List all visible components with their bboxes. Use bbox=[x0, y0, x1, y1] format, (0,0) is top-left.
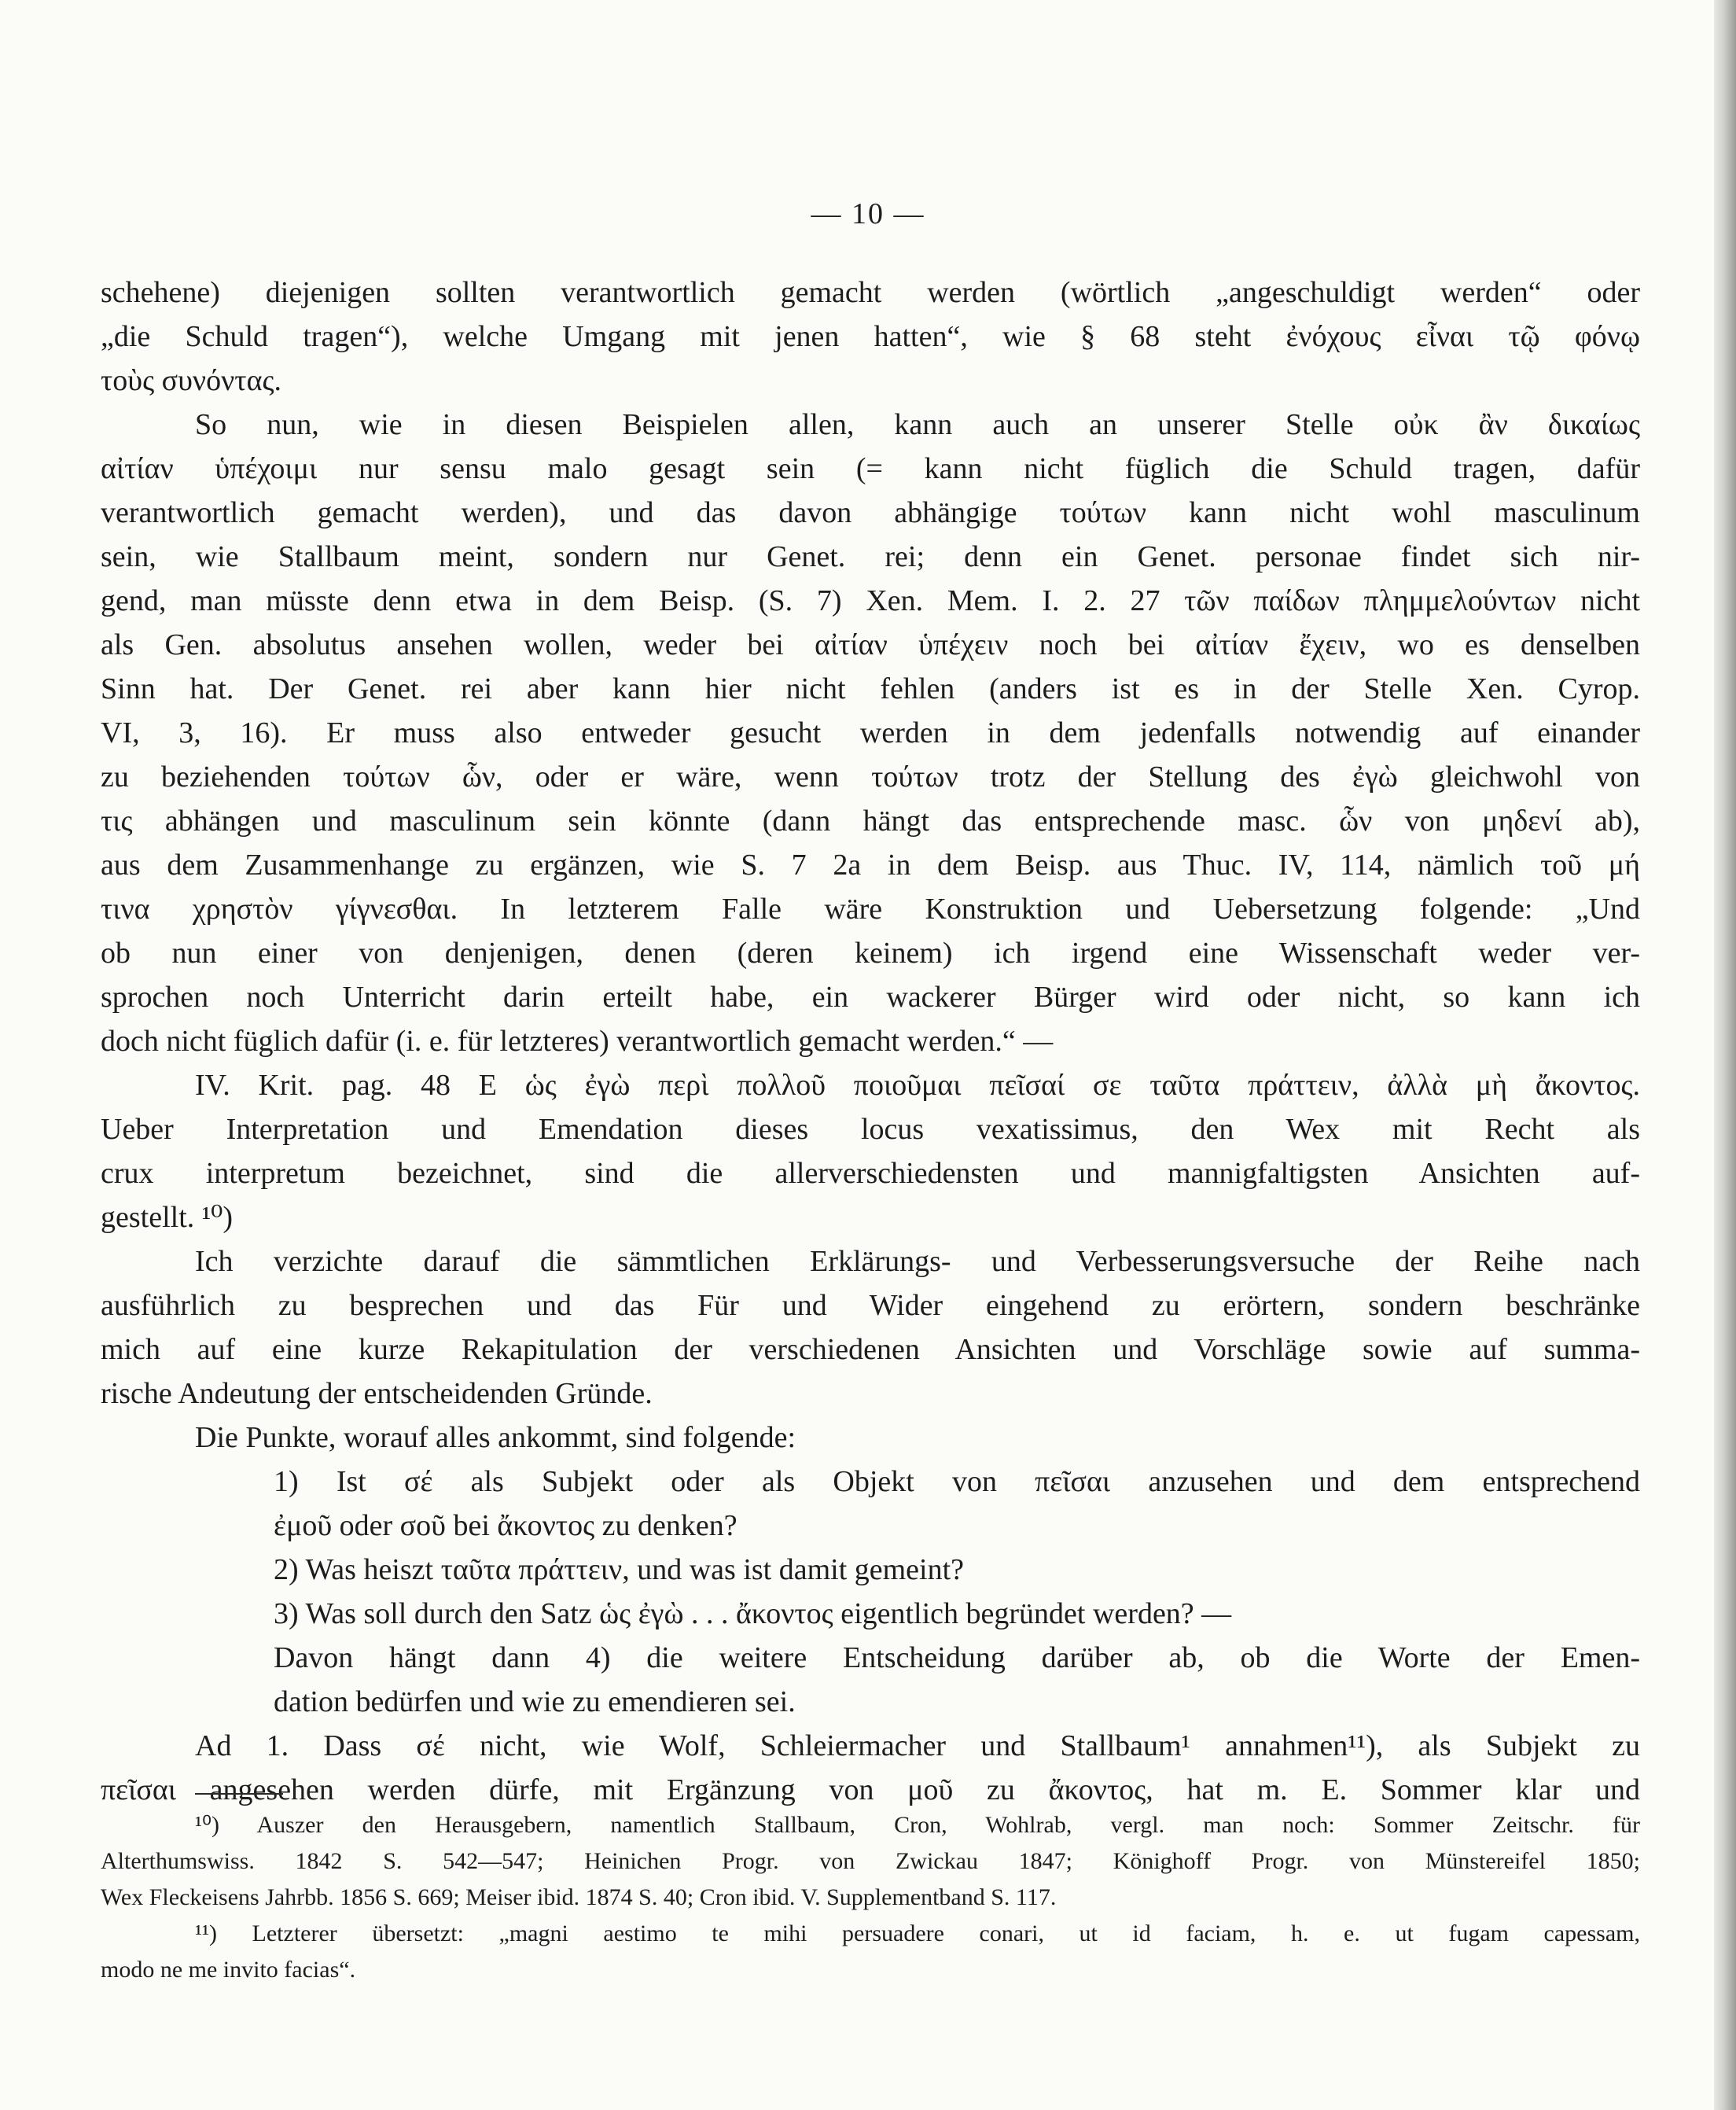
list-item-continuation: ἐμοῦ oder σοῦ bei ἄκοντος zu denken? bbox=[274, 1509, 737, 1542]
page-number: — 10 — bbox=[811, 197, 925, 230]
text-line: VI, 3, 16). Er muss also entweder gesucht werden in dem jedenfalls notwendig auf einander bbox=[101, 716, 1640, 749]
text-line: Ueber Interpretation und Emendation dieses locus vexatissimus, den Wex mit Recht als bbox=[101, 1113, 1640, 1146]
text-line: τινα χρηστὸν γίγνεσθαι. In letzterem Falle wäre Konstruktion und Uebersetzung folgende: „Und bbox=[101, 893, 1640, 926]
text-line: „die Schuld tragen“), welche Umgang mit jenen hatten“, wie § 68 steht ἐνόχους εἶναι τῷ φόνῳ bbox=[101, 320, 1640, 353]
text-line: gend, man müsste denn etwa in dem Beisp. (S. 7) Xen. Mem. I. 2. 27 τῶν παίδων πλημμελούντων nicht bbox=[101, 584, 1640, 617]
footnote-separator bbox=[195, 1793, 283, 1795]
text-line: ob nun einer von denjenigen, denen (deren keinem) ich irgend eine Wissenschaft weder ver- bbox=[101, 937, 1640, 970]
list-item: 3) Was soll durch den Satz ὡς ἐγὼ . . . ἄκοντος eigentlich begründet werden? — bbox=[274, 1597, 1232, 1630]
list-item: Davon hängt dann 4) die weitere Entscheidung darüber ab, ob die Worte der Emen- bbox=[274, 1641, 1640, 1674]
text-line: mich auf eine kurze Rekapitulation der verschiedenen Ansichten und Vorschläge sowie auf summa- bbox=[101, 1333, 1640, 1366]
list-item: 2) Was heiszt ταῦτα πράττειν, und was ist damit gemeint? bbox=[274, 1553, 965, 1586]
text-line: Sinn hat. Der Genet. rei aber kann hier nicht fehlen (anders ist es in der Stelle Xen. Cyrop. bbox=[101, 672, 1640, 705]
list-item-continuation: dation bedürfen und wie zu emendieren sei. bbox=[274, 1685, 796, 1718]
text-line: verantwortlich gemacht werden), und das davon abhängige τούτων kann nicht wohl masculinum bbox=[101, 496, 1640, 529]
text-line: rische Andeutung der entscheidenden Gründe. bbox=[101, 1377, 653, 1410]
list-item: 1) Ist σέ als Subjekt oder als Objekt von πεῖσαι anzusehen und dem entsprechend bbox=[274, 1465, 1640, 1498]
text-line: Die Punkte, worauf alles ankommt, sind folgende: bbox=[195, 1421, 796, 1454]
text-line: πεῖσαι angesehen werden dürfe, mit Ergänzung von μοῦ zu ἄκοντος, hat m. E. Sommer klar und bbox=[101, 1773, 1640, 1806]
text-line: Ich verzichte darauf die sämmtlichen Erklärungs- und Verbesserungsversuche der Reihe nach bbox=[195, 1245, 1640, 1278]
body-text bbox=[101, 271, 1640, 1812]
text-line: doch nicht füglich dafür (i. e. für letzteres) verantwortlich gemacht werden.“ — bbox=[101, 1025, 1054, 1058]
footnotes bbox=[101, 1807, 1640, 1988]
text-line: ausführlich zu besprechen und das Für und Wider eingehend zu erörtern, sondern beschränke bbox=[101, 1289, 1640, 1322]
text-line: zu beziehenden τούτων ὧν, oder er wäre, wenn τούτων trotz der Stellung des ἐγὼ gleichwohl von bbox=[101, 760, 1640, 794]
text-line: IV. Krit. pag. 48 E ὡς ἐγὼ περὶ πολλοῦ ποιοῦμαι πεῖσαί σε ταῦτα πράττειν, ἀλλὰ μὴ ἄκοντος. bbox=[195, 1069, 1640, 1102]
footnote-line: Wex Fleckeisens Jahrbb. 1856 S. 669; Meiser ibid. 1874 S. 40; Cron ibid. V. Supplementband S. 117. bbox=[101, 1884, 1057, 1910]
text-line: gestellt. ¹⁰) bbox=[101, 1201, 234, 1234]
footnote-line: ¹¹) Letzterer übersetzt: „magni aestimo te mihi persuadere conari, ut id faciam, h. e. ut fugam capessam, bbox=[195, 1920, 1640, 1946]
text-line: sprochen noch Unterricht darin erteilt habe, ein wackerer Bürger wird oder nicht, so kann ich bbox=[101, 981, 1640, 1014]
text-line: schehene) diejenigen sollten verantwortlich gemacht werden (wörtlich „angeschuldigt werden“ oder bbox=[101, 276, 1640, 309]
text-line: αἰτίαν ὑπέχοιμι nur sensu malo gesagt sein (= kann nicht füglich die Schuld tragen, dafür bbox=[101, 452, 1640, 485]
text-line: τις abhängen und masculinum sein könnte (dann hängt das entsprechende masc. ὧν von μηδενί ab), bbox=[101, 805, 1640, 838]
text-line: Ad 1. Dass σέ nicht, wie Wolf, Schleiermacher und Stallbaum¹ annahmen¹¹), als Subjekt zu bbox=[195, 1729, 1640, 1762]
text-line: crux interpretum bezeichnet, sind die allerverschiedensten und mannigfaltigsten Ansichten auf- bbox=[101, 1157, 1640, 1190]
footnote-line: ¹⁰) Auszer den Herausgebern, namentlich Stallbaum, Cron, Wohlrab, vergl. man noch: Sommer Zeitschr. für bbox=[195, 1812, 1640, 1838]
text-line: aus dem Zusammenhange zu ergänzen, wie S. 7 2a in dem Beisp. aus Thuc. IV, 114, nämlich τοῦ μή bbox=[101, 849, 1640, 882]
text-line: sein, wie Stallbaum meint, sondern nur Genet. rei; denn ein Genet. personae findet sich nir- bbox=[101, 540, 1640, 573]
footnote-line: modo ne me invito facias“. bbox=[101, 1957, 356, 1983]
page-edge-shadow bbox=[1714, 0, 1736, 2110]
text-line: als Gen. absolutus ansehen wollen, weder bei αἰτίαν ὑπέχειν noch bei αἰτίαν ἔχειν, wo es denselben bbox=[101, 628, 1640, 661]
text-line: So nun, wie in diesen Beispielen allen, kann auch an unserer Stelle οὐκ ἂν δικαίως bbox=[195, 408, 1640, 441]
footnote-line: Alterthumswiss. 1842 S. 542—547; Heinichen Progr. von Zwickau 1847; Könighoff Progr. von Münstereifel 1850; bbox=[101, 1848, 1640, 1874]
text-line: τοὺς συνόντας. bbox=[101, 364, 282, 397]
